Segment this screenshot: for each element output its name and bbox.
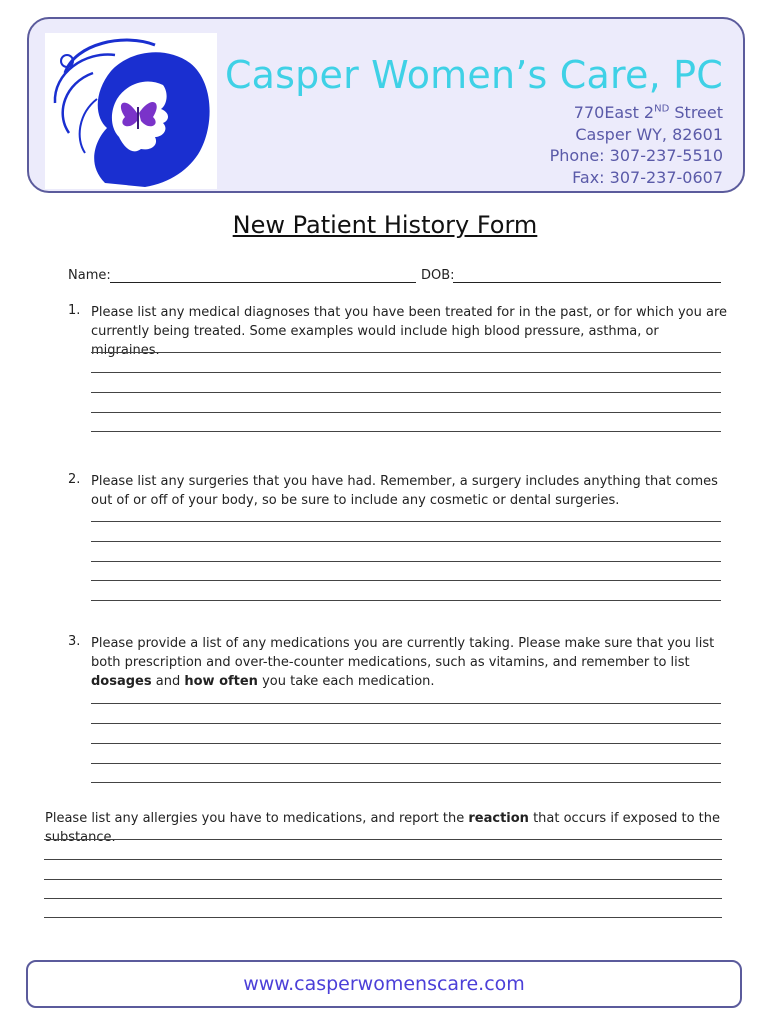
question-2-answer-line[interactable]: [91, 580, 721, 581]
question-2-answer-line[interactable]: [91, 541, 721, 542]
question-1-text: Please list any medical diagnoses that you have been treated for in the past, or for which you are currently being treated. Some examples would include high blood pressure, asthma, or migraines.: [91, 305, 728, 358]
allergies-answer-line[interactable]: [44, 879, 722, 880]
question-3-answer-line[interactable]: [91, 782, 721, 783]
clinic-header: [27, 17, 745, 193]
question-3-answer-line[interactable]: [91, 763, 721, 764]
question-1-answer-line[interactable]: [91, 412, 721, 413]
question-3-text: [91, 634, 731, 691]
allergies-answer-line[interactable]: [44, 917, 722, 918]
allergies-prompt: [45, 809, 745, 847]
name-field[interactable]: [110, 282, 416, 283]
question-3-answer-line[interactable]: [91, 703, 721, 704]
question-2-text: Please list any surgeries that you have had. Remember, a surgery includes anything that comes out of or off of your body, so be sure to include any cosmetic or dental surgeries.: [91, 474, 718, 508]
website-link[interactable]: www.casperwomenscare.com: [243, 973, 525, 995]
question-1-answer-line[interactable]: [91, 431, 721, 432]
phone-number: Phone: 307-237-5510: [549, 146, 723, 165]
ordinal-suffix: ND: [654, 103, 670, 115]
street-number: 770East 2: [573, 103, 655, 122]
question-3-text-part: Please provide a list of any medications you are currently taking. Please make sure that you list both prescription and over-the-counter medications, such as vitamins, and remember to list: [91, 636, 715, 670]
question-3-number: 3.: [68, 634, 81, 649]
clinic-name: Casper Women’s Care, PC: [224, 53, 723, 97]
allergies-answer-line[interactable]: [44, 859, 722, 860]
fax-number: Fax: 307-237-0607: [572, 168, 723, 187]
question-2-answer-line[interactable]: [91, 600, 721, 601]
allergies-answer-line[interactable]: [44, 839, 722, 840]
question-1-answer-line[interactable]: [91, 392, 721, 393]
dob-field[interactable]: [453, 282, 721, 283]
question-2-number: 2.: [68, 472, 81, 487]
footer: [26, 960, 742, 1008]
question-2-answer-line[interactable]: [91, 561, 721, 562]
reaction-emphasis: reaction: [468, 811, 529, 826]
question-3-answer-line[interactable]: [91, 723, 721, 724]
allergies-text-part: that occurs if exposed to the substance.: [45, 811, 721, 845]
question-1-answer-line[interactable]: [91, 352, 721, 353]
how-often-emphasis: how often: [184, 674, 258, 689]
address-line-2: Casper WY, 82601: [575, 125, 723, 144]
allergies-answer-line[interactable]: [44, 898, 722, 899]
question-3-answer-line[interactable]: [91, 743, 721, 744]
page-title: New Patient History Form: [232, 211, 538, 239]
dob-label: DOB:: [421, 268, 455, 283]
address-line-1: [574, 103, 723, 122]
question-2-answer-line[interactable]: [91, 521, 721, 522]
woman-silhouette-butterfly-icon: [45, 33, 217, 189]
question-3-text-part: and: [151, 674, 185, 689]
question-1-answer-line[interactable]: [91, 372, 721, 373]
name-label: Name:: [68, 268, 111, 283]
question-1-number: 1.: [68, 303, 81, 318]
question-3-text-part: you take each medication.: [257, 674, 435, 689]
dosages-emphasis: dosages: [91, 674, 152, 689]
allergies-text-part: Please list any allergies you have to medications, and report the: [45, 811, 469, 826]
street-name: Street: [669, 103, 723, 122]
